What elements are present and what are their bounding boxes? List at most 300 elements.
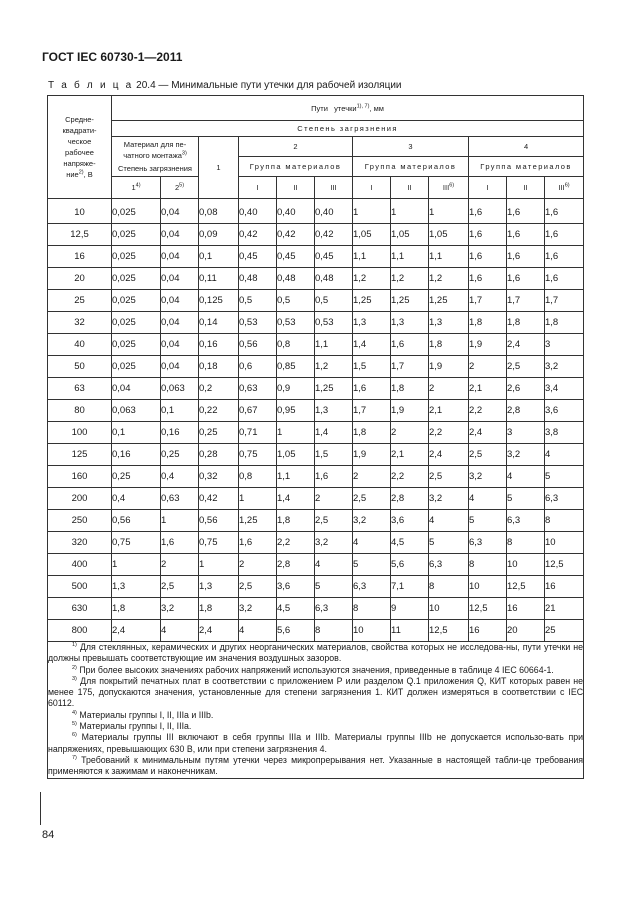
value-cell: 2,4	[507, 334, 545, 356]
revision-bar	[40, 792, 41, 825]
value-cell: 1,4	[353, 334, 391, 356]
value-cell: 2,1	[469, 378, 507, 400]
value-cell: 0,1	[199, 246, 239, 268]
value-cell: 8	[353, 598, 391, 620]
footnote-mark: 3)	[72, 675, 77, 682]
value-cell: 7,1	[391, 576, 429, 598]
value-cell: 1,25	[391, 290, 429, 312]
value-cell: 1,7	[545, 290, 584, 312]
value-cell: 1,05	[353, 224, 391, 246]
value-cell: 0,09	[199, 224, 239, 246]
voltage-cell: 200	[48, 488, 112, 510]
value-cell: 5	[507, 488, 545, 510]
footnote-ref: 5)	[179, 182, 185, 189]
voltage-cell: 25	[48, 290, 112, 312]
footnote	[48, 642, 583, 665]
value-cell: 5	[469, 510, 507, 532]
voltage-cell: 500	[48, 576, 112, 598]
value-cell: 2,5	[353, 488, 391, 510]
value-cell: 0,04	[161, 312, 199, 334]
value-cell: 1,6	[239, 532, 277, 554]
value-cell: 1,6	[469, 246, 507, 268]
value-cell: 5	[315, 576, 353, 598]
value-cell: 2,8	[391, 488, 429, 510]
value-cell: 1,1	[315, 334, 353, 356]
value-cell: 4	[429, 510, 469, 532]
value-cell: 0,53	[239, 312, 277, 334]
table-row	[48, 268, 584, 290]
table-row	[48, 400, 584, 422]
value-cell: 2,1	[391, 444, 429, 466]
value-cell: 2,4	[429, 444, 469, 466]
value-cell: 3,8	[545, 422, 584, 444]
caption-prefix: Т а б л и ц а	[48, 80, 134, 91]
value-cell: 1,25	[315, 378, 353, 400]
value-cell: 0,04	[112, 378, 161, 400]
group-header-text: III	[442, 183, 450, 192]
value-cell: 10	[507, 554, 545, 576]
value-cell: 1,3	[112, 576, 161, 598]
value-cell: 10	[429, 598, 469, 620]
footnote-text: Для стеклянных, керамических и других неорганических материалов, свойства которых не исследова-ны, пути утечки не должны превышать соответствующие им значения воздушных зазоров.	[48, 642, 584, 664]
value-cell: 0,40	[315, 199, 353, 224]
value-cell: 2	[469, 356, 507, 378]
value-cell: 0,25	[112, 466, 161, 488]
value-cell: 0,025	[112, 290, 161, 312]
value-cell: 1,6	[545, 199, 584, 224]
value-cell: 0,67	[239, 400, 277, 422]
voltage-header-line: Средне-	[65, 115, 94, 124]
material-group-header: Группа материалов	[353, 157, 469, 177]
value-cell: 0,025	[112, 356, 161, 378]
value-cell: 0,025	[112, 246, 161, 268]
voltage-header-line: квадрати-	[62, 126, 97, 135]
value-cell: 1	[199, 554, 239, 576]
value-cell: 1,7	[507, 290, 545, 312]
voltage-cell: 40	[48, 334, 112, 356]
group-header-II: II	[507, 177, 545, 199]
voltage-cell: 400	[48, 554, 112, 576]
footnote-ref: 2)	[78, 169, 84, 176]
pollution-header-cell: Степень загрязнения	[112, 121, 584, 137]
value-cell: 0,063	[161, 378, 199, 400]
value-cell: 0,75	[199, 532, 239, 554]
value-cell: 1,6	[545, 246, 584, 268]
voltage-cell: 250	[48, 510, 112, 532]
value-cell: 3,2	[507, 444, 545, 466]
value-cell: 0,53	[277, 312, 315, 334]
value-cell: 0,025	[112, 199, 161, 224]
voltage-header-line	[50, 169, 109, 180]
value-cell: 0,04	[161, 334, 199, 356]
value-cell: 2,2	[429, 422, 469, 444]
value-cell: 0,8	[239, 466, 277, 488]
pollution-degree-1-cell: 1	[199, 137, 239, 199]
value-cell: 0,04	[161, 224, 199, 246]
value-cell: 0,85	[277, 356, 315, 378]
value-cell: 1,7	[391, 356, 429, 378]
value-cell: 3,2	[161, 598, 199, 620]
creepage-header-cell	[112, 96, 584, 121]
value-cell: 1,8	[469, 312, 507, 334]
value-cell: 2	[315, 488, 353, 510]
group-header-I: I	[353, 177, 391, 199]
value-cell: 1,05	[277, 444, 315, 466]
value-cell: 9	[391, 598, 429, 620]
value-cell: 1,8	[429, 334, 469, 356]
value-cell: 2,5	[507, 356, 545, 378]
value-cell: 1,05	[429, 224, 469, 246]
footnote-text: Требований к минимальным путям утечки через микропрерывания нет. Указанные в настоящей табли-це требования применяются к зажимам и наконечникам.	[48, 754, 584, 777]
value-cell: 0,025	[112, 224, 161, 246]
value-cell: 3,6	[277, 576, 315, 598]
value-cell: 0,53	[315, 312, 353, 334]
table-row	[48, 532, 584, 554]
value-cell: 5	[429, 532, 469, 554]
value-cell: 5	[545, 466, 584, 488]
value-cell: 0,04	[161, 290, 199, 312]
value-cell: 0,025	[112, 334, 161, 356]
value-cell: 1,6	[469, 224, 507, 246]
value-cell: 1	[161, 510, 199, 532]
value-cell: 8	[315, 620, 353, 642]
value-cell: 6,3	[429, 554, 469, 576]
voltage-cell: 50	[48, 356, 112, 378]
table-row	[48, 378, 584, 400]
value-cell: 3,2	[429, 488, 469, 510]
table-row	[48, 290, 584, 312]
voltage-cell: 32	[48, 312, 112, 334]
voltage-unit: , В	[83, 170, 93, 179]
value-cell: 2	[353, 466, 391, 488]
value-cell: 1,2	[391, 268, 429, 290]
value-cell: 2,4	[469, 422, 507, 444]
value-cell: 2,5	[429, 466, 469, 488]
table-row	[48, 488, 584, 510]
value-cell: 5,6	[277, 620, 315, 642]
value-cell: 4,5	[391, 532, 429, 554]
value-cell: 0,9	[277, 378, 315, 400]
value-cell: 0,1	[112, 422, 161, 444]
value-cell: 5,6	[391, 554, 429, 576]
value-cell: 3,2	[469, 466, 507, 488]
value-cell: 1,8	[112, 598, 161, 620]
pollution-degree-3-cell: 3	[353, 137, 469, 157]
pcb-material-header-cell	[112, 137, 199, 177]
value-cell: 2,5	[161, 576, 199, 598]
value-cell: 1,1	[353, 246, 391, 268]
page-number: 84	[42, 829, 55, 841]
value-cell: 21	[545, 598, 584, 620]
footnote-mark: 2)	[72, 664, 77, 671]
pcb-header-line: Материал для пе-	[123, 140, 187, 149]
value-cell: 0,16	[161, 422, 199, 444]
value-cell: 8	[507, 532, 545, 554]
pcb-degree-2-cell	[161, 177, 199, 199]
value-cell: 4	[469, 488, 507, 510]
value-cell: 0,25	[199, 422, 239, 444]
value-cell: 0,42	[277, 224, 315, 246]
value-cell: 0,4	[112, 488, 161, 510]
voltage-cell: 160	[48, 466, 112, 488]
value-cell: 2,6	[507, 378, 545, 400]
value-cell: 1,7	[469, 290, 507, 312]
value-cell: 1,9	[429, 356, 469, 378]
value-cell: 0,95	[277, 400, 315, 422]
table-notes	[48, 642, 584, 779]
table-row	[48, 598, 584, 620]
voltage-cell: 20	[48, 268, 112, 290]
footnote	[48, 665, 583, 676]
value-cell: 0,63	[239, 378, 277, 400]
voltage-cell: 125	[48, 444, 112, 466]
value-cell: 0,40	[277, 199, 315, 224]
group-header-III: III	[315, 177, 353, 199]
pcb-degree-1: 1	[131, 183, 136, 192]
value-cell: 1,6	[315, 466, 353, 488]
value-cell: 1,9	[391, 400, 429, 422]
value-cell: 0,40	[239, 199, 277, 224]
value-cell: 2,5	[315, 510, 353, 532]
value-cell: 1,6	[507, 224, 545, 246]
value-cell: 2	[239, 554, 277, 576]
value-cell: 0,42	[315, 224, 353, 246]
voltage-header-line: напряже-	[63, 159, 96, 168]
value-cell: 2,1	[429, 400, 469, 422]
value-cell: 1,9	[353, 444, 391, 466]
value-cell: 1,05	[391, 224, 429, 246]
value-cell: 1,3	[429, 312, 469, 334]
value-cell: 1,9	[469, 334, 507, 356]
table-row	[48, 246, 584, 268]
value-cell: 3,2	[315, 532, 353, 554]
value-cell: 1,8	[353, 422, 391, 444]
value-cell: 0,18	[199, 356, 239, 378]
value-cell: 8	[545, 510, 584, 532]
value-cell: 2,4	[199, 620, 239, 642]
value-cell: 12,5	[429, 620, 469, 642]
value-cell: 0,04	[161, 199, 199, 224]
value-cell: 0,11	[199, 268, 239, 290]
value-cell: 0,5	[239, 290, 277, 312]
value-cell: 0,75	[239, 444, 277, 466]
group-header-I: I	[239, 177, 277, 199]
footnote-mark: 7)	[72, 755, 77, 762]
value-cell: 6,3	[315, 598, 353, 620]
value-cell: 2,8	[277, 554, 315, 576]
value-cell: 4	[545, 444, 584, 466]
value-cell: 1,2	[315, 356, 353, 378]
table-row	[48, 466, 584, 488]
value-cell: 0,71	[239, 422, 277, 444]
value-cell: 0,5	[277, 290, 315, 312]
pcb-degree-2: 2	[174, 183, 180, 192]
voltage-cell: 16	[48, 246, 112, 268]
voltage-cell: 630	[48, 598, 112, 620]
footnote-ref: 3)	[181, 150, 187, 157]
value-cell: 25	[545, 620, 584, 642]
value-cell: 1,6	[391, 334, 429, 356]
table-row	[48, 510, 584, 532]
value-cell: 4	[239, 620, 277, 642]
group-header-II: II	[391, 177, 429, 199]
group-header-text: III	[558, 183, 565, 192]
value-cell: 1,3	[391, 312, 429, 334]
caption-text: 20.4 — Минимальные пути утечки для рабочей изоляции	[133, 80, 402, 91]
footnote-mark: 1)	[72, 642, 77, 649]
value-cell: 0,63	[161, 488, 199, 510]
value-cell: 8	[429, 576, 469, 598]
pollution-degree-4-cell: 4	[469, 137, 584, 157]
value-cell: 2,4	[112, 620, 161, 642]
footnote-text: Материалы группы I, II, IIIa.	[76, 721, 192, 732]
value-cell: 1,2	[353, 268, 391, 290]
footnote-mark: 4)	[72, 709, 77, 716]
value-cell: 1,6	[507, 199, 545, 224]
value-cell: 0,45	[315, 246, 353, 268]
value-cell: 0,5	[315, 290, 353, 312]
value-cell: 3	[507, 422, 545, 444]
value-cell: 1	[391, 199, 429, 224]
creepage-unit: , мм	[369, 103, 384, 113]
value-cell: 6,3	[353, 576, 391, 598]
value-cell: 2	[429, 378, 469, 400]
value-cell: 1,6	[469, 199, 507, 224]
value-cell: 2,2	[277, 532, 315, 554]
value-cell: 0,16	[199, 334, 239, 356]
table-row	[48, 620, 584, 642]
value-cell: 0,4	[161, 466, 199, 488]
value-cell: 4,5	[277, 598, 315, 620]
value-cell: 0,48	[277, 268, 315, 290]
value-cell: 1,6	[545, 224, 584, 246]
value-cell: 12,5	[545, 554, 584, 576]
value-cell: 1,3	[199, 576, 239, 598]
value-cell: 2	[161, 554, 199, 576]
value-cell: 4	[161, 620, 199, 642]
value-cell: 1,6	[469, 268, 507, 290]
value-cell: 0,25	[161, 444, 199, 466]
voltage-cell: 100	[48, 422, 112, 444]
value-cell: 1	[112, 554, 161, 576]
value-cell: 1,8	[391, 378, 429, 400]
value-cell: 0,56	[112, 510, 161, 532]
value-cell: 1,5	[315, 444, 353, 466]
value-cell: 1,4	[277, 488, 315, 510]
voltage-header-text: ние	[66, 170, 79, 179]
value-cell: 1,25	[429, 290, 469, 312]
value-cell: 2,5	[239, 576, 277, 598]
voltage-header-line: ческое	[67, 137, 92, 146]
value-cell: 1,8	[277, 510, 315, 532]
footnote	[48, 721, 583, 732]
value-cell: 1,8	[199, 598, 239, 620]
value-cell: 1	[429, 199, 469, 224]
pcb-degree-1-cell	[112, 177, 161, 199]
value-cell: 4	[315, 554, 353, 576]
value-cell: 16	[545, 576, 584, 598]
pcb-header-text: чатного монтажа	[123, 151, 182, 160]
value-cell: 12,5	[507, 576, 545, 598]
value-cell: 0,04	[161, 356, 199, 378]
voltage-cell: 320	[48, 532, 112, 554]
voltage-cell: 80	[48, 400, 112, 422]
footnote-ref: 1), 7)	[356, 103, 370, 109]
value-cell: 1	[277, 422, 315, 444]
value-cell: 0,16	[112, 444, 161, 466]
footnote-text: Для покрытий печатных плат в соответствии с приложением Р или разделом Q.1 приложения Q, КИТ которых равен не менее 175, допускаются значения, установленные для степени загрязнения 1. КИТ должен измеряться в соответствии с IEC 60112.	[48, 675, 584, 709]
footnote	[48, 710, 583, 721]
footnote-text: Материалы группы III включают в себя группы IIIa и IIIb. Материалы группы IIIb не допускается использо-вать при напряжениях, превышающих 630 В, или при степени загрязнения 4.	[48, 732, 584, 754]
value-cell: 0,48	[315, 268, 353, 290]
value-cell: 0,56	[239, 334, 277, 356]
footnote-mark: 5)	[72, 721, 77, 728]
value-cell: 0,6	[239, 356, 277, 378]
value-cell: 0,42	[199, 488, 239, 510]
value-cell: 1,4	[315, 422, 353, 444]
value-cell: 6,3	[469, 532, 507, 554]
value-cell: 0,125	[199, 290, 239, 312]
value-cell: 0,08	[199, 199, 239, 224]
value-cell: 0,04	[161, 268, 199, 290]
value-cell: 0,45	[239, 246, 277, 268]
voltage-cell: 12,5	[48, 224, 112, 246]
voltage-cell: 63	[48, 378, 112, 400]
value-cell: 0,8	[277, 334, 315, 356]
value-cell: 1,6	[545, 268, 584, 290]
value-cell: 3,6	[545, 400, 584, 422]
value-cell: 0,14	[199, 312, 239, 334]
value-cell: 2	[391, 422, 429, 444]
value-cell: 0,75	[112, 532, 161, 554]
value-cell: 2,2	[469, 400, 507, 422]
value-cell: 0,42	[239, 224, 277, 246]
group-header-III	[429, 177, 469, 199]
footnote-mark: 6)	[72, 732, 77, 739]
value-cell: 3,6	[391, 510, 429, 532]
value-cell: 6,3	[545, 488, 584, 510]
value-cell: 0,28	[199, 444, 239, 466]
voltage-header-cell	[48, 96, 112, 199]
creepage-table	[47, 95, 584, 779]
footnote-ref: 6)	[564, 182, 570, 189]
value-cell: 4	[507, 466, 545, 488]
value-cell: 1,6	[353, 378, 391, 400]
value-cell: 12,5	[469, 598, 507, 620]
footnote	[48, 676, 583, 710]
value-cell: 1,1	[429, 246, 469, 268]
pollution-degree-2-cell: 2	[239, 137, 353, 157]
value-cell: 1,3	[353, 312, 391, 334]
group-header-III	[545, 177, 584, 199]
value-cell: 11	[391, 620, 429, 642]
table-row	[48, 334, 584, 356]
value-cell: 20	[507, 620, 545, 642]
value-cell: 1,7	[353, 400, 391, 422]
voltage-header-line: рабочее	[65, 148, 94, 157]
group-header-II: II	[277, 177, 315, 199]
value-cell: 2,8	[507, 400, 545, 422]
value-cell: 1,6	[507, 268, 545, 290]
table-caption	[48, 80, 402, 91]
voltage-cell: 10	[48, 199, 112, 224]
value-cell: 0,063	[112, 400, 161, 422]
document-header: ГОСТ IEC 60730-1—2011	[42, 50, 183, 64]
value-cell: 16	[469, 620, 507, 642]
footnote-text: При более высоких значениях рабочих напряжений используются значения, приведенные в таблице 4 IEC 60664-1.	[76, 664, 554, 675]
material-group-header: Группа материалов	[469, 157, 584, 177]
value-cell: 3,2	[545, 356, 584, 378]
